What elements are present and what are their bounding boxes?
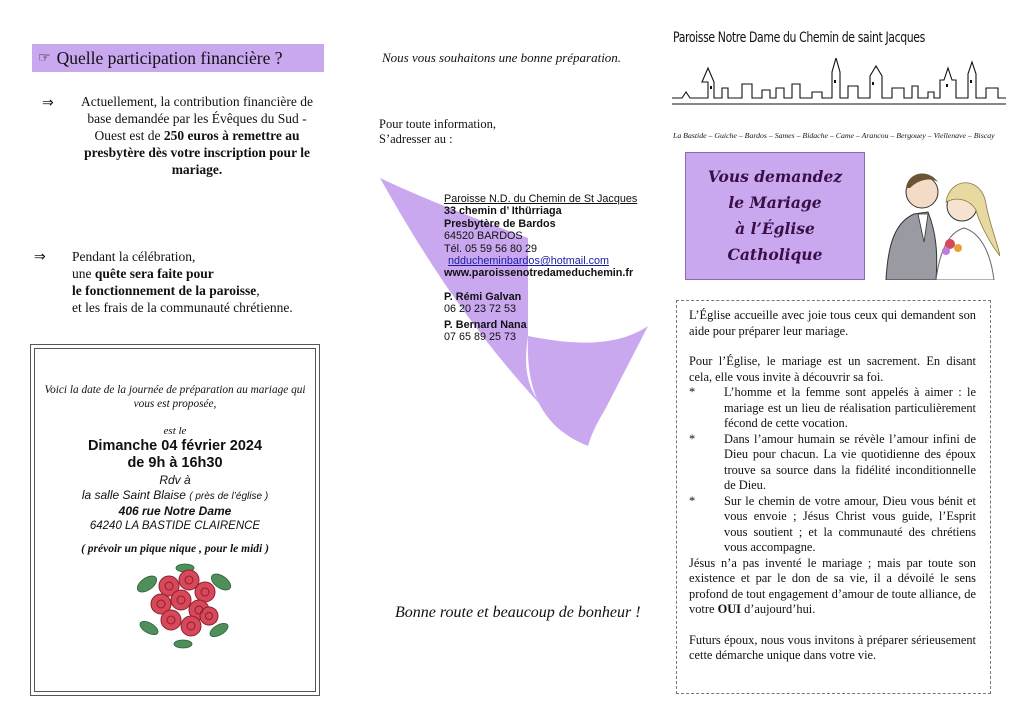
priest2-phone: 07 65 89 25 73	[444, 331, 517, 344]
date-intro: Voici la date de la journée de préparation au mariage qui vous est proposée,	[44, 384, 306, 410]
date-time: de 9h à 16h30	[127, 455, 223, 471]
participation-title	[32, 44, 324, 72]
arrow-icon: ⇒	[42, 96, 54, 111]
website-link[interactable]: www.paroissenotredameduchemin.fr	[444, 267, 634, 280]
church-message-box	[676, 300, 991, 694]
picnic-note: ( prévoir un pique nique , pour le midi )	[81, 543, 269, 555]
village-skyline-icon	[672, 58, 1008, 128]
pointing-hand-icon: ☞	[38, 50, 51, 66]
address-street: 406 rue Notre Dame	[118, 504, 232, 518]
contact-block: Paroisse N.D. du Chemin de St Jacques 33 chemin d’ Ithürriaga Presbytère de Bardos 64520 BARDOS Tél. 05 59 56 80 29 ndducheminbardos@hotmail.com www.paroissenotredameduchemin.fr P. Rémi Galvan 06 20 23 72 53 P. Bernard Nana 07 65 89 25 73	[444, 193, 638, 344]
message-paragraph: L’Église accueille avec joie tous ceux qui demandent son aide pour préparer leur mariage.	[689, 308, 976, 338]
wedding-couple-illustration	[866, 152, 1000, 280]
marriage-heading-line: Catholique	[727, 245, 823, 264]
message-paragraph: Pour l’Église, le mariage est un sacrement. En disant cela, elle vous invite à découvrir sa foi.	[689, 354, 976, 384]
message-bullet: * L’homme et la femme sont appelés à aimer : le mariage est un lieu de réalisation particulièrement fécond de cette vocation.	[689, 385, 976, 430]
arrow-icon: ⇒	[34, 250, 46, 265]
address-city: 64240 LA BASTIDE CLAIRENCE	[89, 520, 261, 532]
contact-parish-name: Paroisse N.D. du Chemin de St Jacques	[444, 193, 638, 205]
message-paragraph: Futurs époux, nous vous invitons à préparer sérieusement cette démarche unique dans votre vie.	[689, 632, 976, 662]
villages-list: La Bastide – Guiche – Bardos – Sames – Bidache – Came – Arancou – Bergouey – Viellenave – Biscay	[673, 131, 995, 140]
participation-title-text: Quelle participation financière ?	[56, 47, 283, 68]
rose-bouquet-icon	[135, 560, 235, 650]
rdv-label: Rdv à	[159, 473, 191, 487]
marriage-heading-box	[685, 152, 865, 280]
wish-text: Nous vous souhaitons une bonne préparation.	[382, 50, 622, 65]
priest1-phone: 06 20 23 72 53	[444, 303, 517, 316]
message-paragraph: Jésus n’a pas inventé le mariage ; mais par toute son existence et par le don de sa vie, il a dévoilé le sens profond de tout engagement d’amour de toute alliance, de votre OUI d’aujourd’hui.	[689, 555, 976, 616]
closing-text: Bonne route et beaucoup de bonheur !	[395, 604, 641, 621]
date-est: est le	[163, 425, 187, 437]
collection-paragraph: Pendant la célébration, une quête sera faite pour le fonctionnement de la paroisse, et les frais de la communauté chrétienne.	[72, 249, 293, 315]
priest2-name: P. Bernard Nana	[444, 318, 527, 331]
priest1-name: P. Rémi Galvan	[444, 290, 522, 303]
marriage-heading-line: le Mariage	[728, 193, 822, 212]
contact-phone: Tél. 05 59 56 80 29	[444, 242, 538, 255]
meeting-place: la salle Saint Blaise ( près de l’église )	[81, 488, 269, 502]
marriage-heading-line: à l’Église	[735, 219, 815, 238]
contribution-paragraph: Actuellement, la contribution financière de base demandée par les Évêques du Sud -Ouest est de 250 euros à remettre au presbytère dès votre inscription pour le mariage.	[80, 94, 314, 177]
info-text: Pour toute information, S’adresser au :	[379, 117, 496, 146]
message-bullet: * Dans l’amour humain se révèle l’amour infini de Dieu pour chacun. La vie quotidienne des époux trouve sa source dans la fidélité inconditionnelle de Dieu.	[689, 431, 976, 492]
parish-title: Paroisse Notre Dame du Chemin de saint Jacques	[673, 30, 925, 46]
email-link[interactable]: ndducheminbardos@hotmail.com	[448, 255, 609, 268]
message-bullet: * Sur le chemin de votre amour, Dieu vous bénit et vous envoie ; Jésus Christ vous guide, l’Esprit vous soutient ; et la communauté des chrétiens vous accompagne.	[689, 493, 976, 554]
date-day: Dimanche 04 février 2024	[87, 438, 263, 454]
marriage-heading-line: Vous demandez	[707, 167, 843, 186]
